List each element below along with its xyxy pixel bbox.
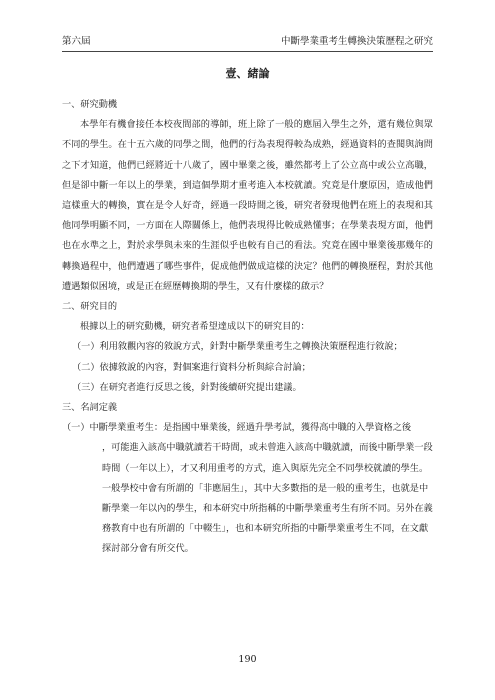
definition-continuation: ，可能進入該高中職就讀若干時間，或未曾進入該高中職就讀，而後中斷學業一段時間（一年以上），才又利用重考的方式，進入與原先完全不同學校就讀的學生。一般學校中會有所謂的「非應屆生」，其中大多數指的是一般的重考生，也就是中斷學業一年以內的學生，和本研究中所指稱的中斷學業重考生有所不同。另外在義務教育中也有所謂的「中輟生」，也和本研究所指的中斷學業重考生不同，在文獻探討部分會有所交代。	[102, 442, 433, 555]
chapter-title: 壹、緒論	[225, 67, 270, 80]
purpose-item: （二）依據敘說的內容，對個案進行資料分析與綜合討論；	[72, 361, 311, 373]
header-edition: 第六屆	[62, 36, 91, 47]
purpose-item: （三）在研究者進行反思之後，針對後續研究提出建議。	[72, 381, 302, 393]
header-paper-title: 中斷學業重考生轉換決策歷程之研究	[280, 36, 433, 47]
section-heading-motivation: 一、研究動機	[62, 99, 118, 110]
section-heading-purpose: 二、研究目的	[62, 301, 118, 313]
purpose-item: （一）利用敘觀內容的敘說方式，針對中斷學業重考生之轉換決策歷程進行敘說；	[72, 341, 403, 353]
section-heading-definitions: 三、名詞定義	[62, 402, 118, 414]
header-divider	[62, 51, 433, 52]
motivation-paragraph: 本學年有機會接任本校夜間部的導師，班上除了一般的應屆入學生之外，還有幾位與眾不同的學生。在十五六歲的同學之間，他們的行為表現得較為成熟，經過資料的查閱與詢問之下才知道，他們已經將近十八歲了，國中畢業之後，雖然都考上了公立高中或公立高職，但是卻中斷一年以上的學業，到這個學期才重考進入本校就讀。究竟是什麼原因，造成他們這樣重大的轉換，實在是令人好奇，經過一段時間之後，研究者發現他們在班上的表現和其他同學明顯不同，一方面在人際關係上，他們表現得比較成熟懂事；在學業表現方面，他們也在水準之上，對於求學與未來的生涯似乎也較有自己的看法。究竟在國中畢業後那幾年的轉換過程中，他們遭遇了哪些事件，促成他們做成這樣的決定？他們的轉換歷程，對於其他遭遇類似困境，或是正在經歷轉換期的學生，又有什麼樣的啟示？	[62, 119, 433, 292]
document-body	[62, 95, 433, 560]
purpose-intro: 根據以上的研究動機，研究者希望達成以下的研究目的：	[80, 321, 310, 333]
definition-first-line: （一）中斷學業重考生：是指國中畢業後，經過升學考試，獲得高中職的入學資格之後	[62, 422, 412, 434]
page-number: 190	[238, 654, 257, 665]
